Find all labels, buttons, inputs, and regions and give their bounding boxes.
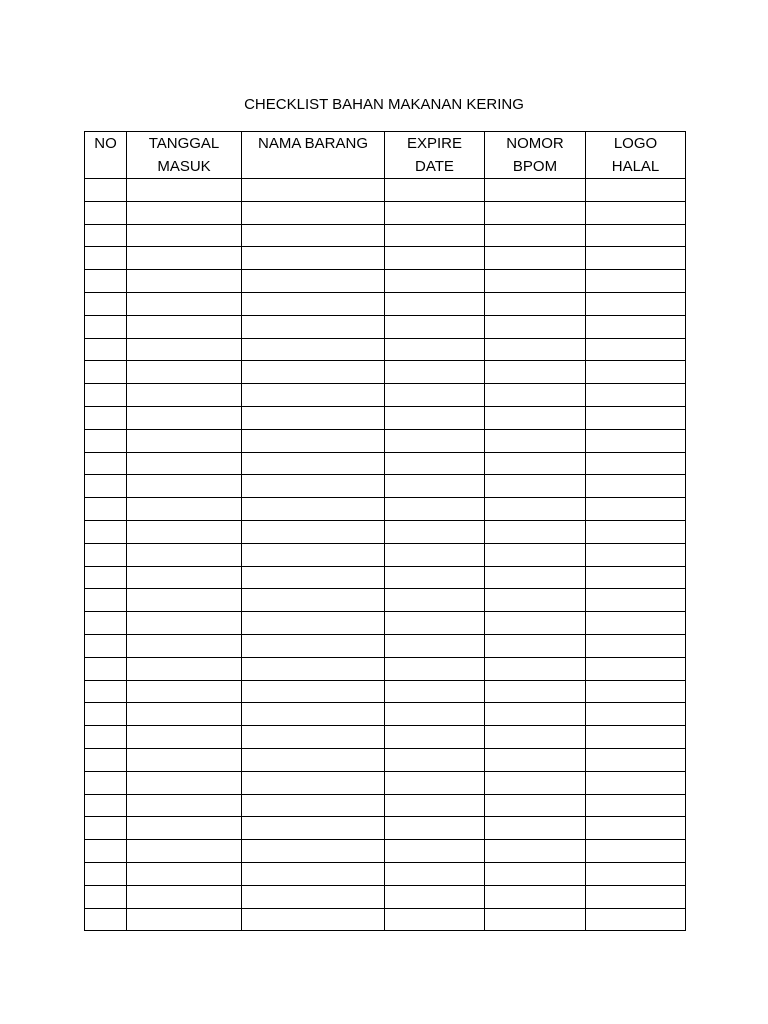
page-title: CHECKLIST BAHAN MAKANAN KERING (244, 96, 524, 113)
cell-expire-date (385, 566, 485, 589)
cell-tanggal-masuk (127, 361, 242, 384)
cell-nomor-bpom (485, 179, 586, 202)
cell-nama-barang (242, 703, 385, 726)
cell-tanggal-masuk (127, 179, 242, 202)
header-no: NO (85, 132, 127, 179)
cell-nomor-bpom (485, 361, 586, 384)
cell-tanggal-masuk (127, 429, 242, 452)
cell-nomor-bpom (485, 498, 586, 521)
cell-expire-date (385, 908, 485, 931)
cell-no (85, 840, 127, 863)
cell-expire-date (385, 520, 485, 543)
cell-logo-halal (586, 657, 686, 680)
cell-nama-barang (242, 748, 385, 771)
table-row (85, 885, 686, 908)
cell-nomor-bpom (485, 475, 586, 498)
cell-tanggal-masuk (127, 201, 242, 224)
cell-nama-barang (242, 292, 385, 315)
cell-nomor-bpom (485, 270, 586, 293)
cell-nomor-bpom (485, 520, 586, 543)
cell-nama-barang (242, 885, 385, 908)
cell-nama-barang (242, 634, 385, 657)
cell-expire-date (385, 543, 485, 566)
cell-expire-date (385, 840, 485, 863)
cell-nomor-bpom (485, 771, 586, 794)
cell-nomor-bpom (485, 612, 586, 635)
cell-no (85, 680, 127, 703)
cell-expire-date (385, 452, 485, 475)
table-row (85, 292, 686, 315)
cell-logo-halal (586, 201, 686, 224)
cell-no (85, 726, 127, 749)
cell-no (85, 224, 127, 247)
cell-tanggal-masuk (127, 475, 242, 498)
cell-logo-halal (586, 908, 686, 931)
cell-nama-barang (242, 862, 385, 885)
cell-nama-barang (242, 840, 385, 863)
cell-no (85, 589, 127, 612)
cell-no (85, 520, 127, 543)
cell-logo-halal (586, 315, 686, 338)
cell-nomor-bpom (485, 817, 586, 840)
cell-logo-halal (586, 406, 686, 429)
cell-nama-barang (242, 520, 385, 543)
cell-expire-date (385, 612, 485, 635)
table-row (85, 201, 686, 224)
cell-expire-date (385, 885, 485, 908)
cell-nama-barang (242, 247, 385, 270)
cell-nomor-bpom (485, 748, 586, 771)
cell-nama-barang (242, 680, 385, 703)
cell-nama-barang (242, 589, 385, 612)
cell-nomor-bpom (485, 543, 586, 566)
cell-expire-date (385, 657, 485, 680)
cell-nama-barang (242, 657, 385, 680)
cell-tanggal-masuk (127, 748, 242, 771)
cell-logo-halal (586, 840, 686, 863)
cell-tanggal-masuk (127, 270, 242, 293)
cell-expire-date (385, 270, 485, 293)
cell-no (85, 771, 127, 794)
cell-nama-barang (242, 179, 385, 202)
cell-logo-halal (586, 429, 686, 452)
cell-nomor-bpom (485, 657, 586, 680)
cell-no (85, 862, 127, 885)
cell-expire-date (385, 771, 485, 794)
cell-expire-date (385, 498, 485, 521)
cell-tanggal-masuk (127, 657, 242, 680)
cell-expire-date (385, 361, 485, 384)
cell-no (85, 247, 127, 270)
cell-nomor-bpom (485, 292, 586, 315)
cell-nomor-bpom (485, 384, 586, 407)
table-row (85, 703, 686, 726)
cell-expire-date (385, 384, 485, 407)
cell-logo-halal (586, 292, 686, 315)
cell-nama-barang (242, 498, 385, 521)
cell-logo-halal (586, 475, 686, 498)
cell-nama-barang (242, 817, 385, 840)
cell-no (85, 748, 127, 771)
cell-no (85, 270, 127, 293)
cell-nama-barang (242, 475, 385, 498)
cell-tanggal-masuk (127, 840, 242, 863)
table-row (85, 406, 686, 429)
cell-nomor-bpom (485, 338, 586, 361)
table-row (85, 680, 686, 703)
cell-expire-date (385, 794, 485, 817)
table-row (85, 315, 686, 338)
cell-tanggal-masuk (127, 726, 242, 749)
cell-tanggal-masuk (127, 384, 242, 407)
cell-nama-barang (242, 270, 385, 293)
cell-tanggal-masuk (127, 794, 242, 817)
cell-logo-halal (586, 498, 686, 521)
cell-expire-date (385, 680, 485, 703)
table-row (85, 862, 686, 885)
cell-no (85, 566, 127, 589)
cell-nama-barang (242, 452, 385, 475)
cell-nomor-bpom (485, 680, 586, 703)
table-row (85, 817, 686, 840)
table-row (85, 429, 686, 452)
header-nama-barang: NAMA BARANG (242, 132, 385, 179)
cell-tanggal-masuk (127, 543, 242, 566)
cell-nomor-bpom (485, 452, 586, 475)
cell-nama-barang (242, 429, 385, 452)
cell-logo-halal (586, 543, 686, 566)
cell-nama-barang (242, 612, 385, 635)
cell-logo-halal (586, 361, 686, 384)
table-body (85, 179, 686, 931)
cell-no (85, 634, 127, 657)
header-expire-date: EXPIRE DATE (385, 132, 485, 179)
cell-nomor-bpom (485, 315, 586, 338)
table-row (85, 520, 686, 543)
cell-no (85, 885, 127, 908)
cell-expire-date (385, 634, 485, 657)
cell-nomor-bpom (485, 908, 586, 931)
cell-no (85, 657, 127, 680)
cell-no (85, 475, 127, 498)
table-row (85, 908, 686, 931)
cell-logo-halal (586, 885, 686, 908)
table-row (85, 452, 686, 475)
cell-tanggal-masuk (127, 589, 242, 612)
table-row (85, 794, 686, 817)
table-row (85, 179, 686, 202)
table-row (85, 726, 686, 749)
cell-nomor-bpom (485, 634, 586, 657)
cell-no (85, 794, 127, 817)
cell-nama-barang (242, 361, 385, 384)
cell-nomor-bpom (485, 406, 586, 429)
cell-logo-halal (586, 862, 686, 885)
cell-nomor-bpom (485, 224, 586, 247)
cell-tanggal-masuk (127, 862, 242, 885)
cell-logo-halal (586, 794, 686, 817)
cell-nomor-bpom (485, 794, 586, 817)
cell-logo-halal (586, 612, 686, 635)
cell-logo-halal (586, 817, 686, 840)
cell-nomor-bpom (485, 566, 586, 589)
cell-expire-date (385, 247, 485, 270)
cell-logo-halal (586, 771, 686, 794)
cell-no (85, 498, 127, 521)
cell-no (85, 452, 127, 475)
cell-expire-date (385, 292, 485, 315)
cell-logo-halal (586, 566, 686, 589)
cell-nama-barang (242, 726, 385, 749)
header-row (85, 132, 686, 179)
cell-tanggal-masuk (127, 498, 242, 521)
cell-nama-barang (242, 384, 385, 407)
cell-nama-barang (242, 794, 385, 817)
cell-no (85, 292, 127, 315)
table-row (85, 361, 686, 384)
cell-expire-date (385, 703, 485, 726)
cell-tanggal-masuk (127, 406, 242, 429)
cell-no (85, 384, 127, 407)
cell-logo-halal (586, 452, 686, 475)
table-row (85, 384, 686, 407)
table-row (85, 475, 686, 498)
cell-tanggal-masuk (127, 452, 242, 475)
cell-nomor-bpom (485, 201, 586, 224)
cell-no (85, 361, 127, 384)
cell-expire-date (385, 406, 485, 429)
cell-no (85, 429, 127, 452)
cell-logo-halal (586, 726, 686, 749)
table-row (85, 748, 686, 771)
cell-tanggal-masuk (127, 771, 242, 794)
cell-tanggal-masuk (127, 817, 242, 840)
cell-nama-barang (242, 543, 385, 566)
cell-logo-halal (586, 589, 686, 612)
cell-nama-barang (242, 338, 385, 361)
cell-expire-date (385, 748, 485, 771)
cell-nama-barang (242, 315, 385, 338)
header-nomor-bpom: NOMOR BPOM (485, 132, 586, 179)
cell-nama-barang (242, 566, 385, 589)
cell-tanggal-masuk (127, 247, 242, 270)
cell-nomor-bpom (485, 885, 586, 908)
cell-logo-halal (586, 338, 686, 361)
cell-nama-barang (242, 406, 385, 429)
cell-logo-halal (586, 270, 686, 293)
table-row (85, 840, 686, 863)
cell-tanggal-masuk (127, 612, 242, 635)
cell-tanggal-masuk (127, 315, 242, 338)
cell-expire-date (385, 862, 485, 885)
cell-tanggal-masuk (127, 703, 242, 726)
cell-no (85, 338, 127, 361)
cell-nomor-bpom (485, 429, 586, 452)
table-row (85, 338, 686, 361)
table-row (85, 247, 686, 270)
cell-logo-halal (586, 634, 686, 657)
cell-tanggal-masuk (127, 520, 242, 543)
cell-expire-date (385, 817, 485, 840)
cell-expire-date (385, 429, 485, 452)
cell-no (85, 179, 127, 202)
cell-no (85, 406, 127, 429)
cell-logo-halal (586, 384, 686, 407)
cell-no (85, 315, 127, 338)
cell-nomor-bpom (485, 726, 586, 749)
table-row (85, 498, 686, 521)
table-row (85, 589, 686, 612)
cell-tanggal-masuk (127, 338, 242, 361)
table-row (85, 657, 686, 680)
cell-logo-halal (586, 748, 686, 771)
cell-tanggal-masuk (127, 908, 242, 931)
cell-no (85, 543, 127, 566)
cell-nama-barang (242, 771, 385, 794)
cell-tanggal-masuk (127, 224, 242, 247)
cell-logo-halal (586, 520, 686, 543)
cell-nama-barang (242, 908, 385, 931)
cell-logo-halal (586, 224, 686, 247)
cell-nomor-bpom (485, 589, 586, 612)
table-row (85, 612, 686, 635)
cell-expire-date (385, 589, 485, 612)
table-row (85, 566, 686, 589)
cell-expire-date (385, 475, 485, 498)
cell-nomor-bpom (485, 862, 586, 885)
header-tanggal-masuk: TANGGAL MASUK (127, 132, 242, 179)
cell-logo-halal (586, 703, 686, 726)
cell-tanggal-masuk (127, 885, 242, 908)
cell-no (85, 612, 127, 635)
cell-nama-barang (242, 224, 385, 247)
cell-expire-date (385, 338, 485, 361)
cell-expire-date (385, 726, 485, 749)
table-row (85, 224, 686, 247)
cell-no (85, 703, 127, 726)
table-row (85, 634, 686, 657)
cell-expire-date (385, 224, 485, 247)
cell-no (85, 201, 127, 224)
cell-no (85, 817, 127, 840)
cell-tanggal-masuk (127, 566, 242, 589)
cell-tanggal-masuk (127, 634, 242, 657)
cell-nama-barang (242, 201, 385, 224)
cell-tanggal-masuk (127, 292, 242, 315)
cell-no (85, 908, 127, 931)
cell-logo-halal (586, 247, 686, 270)
table-row (85, 543, 686, 566)
table-row (85, 270, 686, 293)
cell-expire-date (385, 201, 485, 224)
cell-expire-date (385, 315, 485, 338)
cell-logo-halal (586, 179, 686, 202)
table-row (85, 771, 686, 794)
header-logo-halal: LOGO HALAL (586, 132, 686, 179)
cell-expire-date (385, 179, 485, 202)
cell-nomor-bpom (485, 703, 586, 726)
checklist-table (84, 131, 686, 931)
cell-logo-halal (586, 680, 686, 703)
cell-tanggal-masuk (127, 680, 242, 703)
cell-nomor-bpom (485, 247, 586, 270)
cell-nomor-bpom (485, 840, 586, 863)
